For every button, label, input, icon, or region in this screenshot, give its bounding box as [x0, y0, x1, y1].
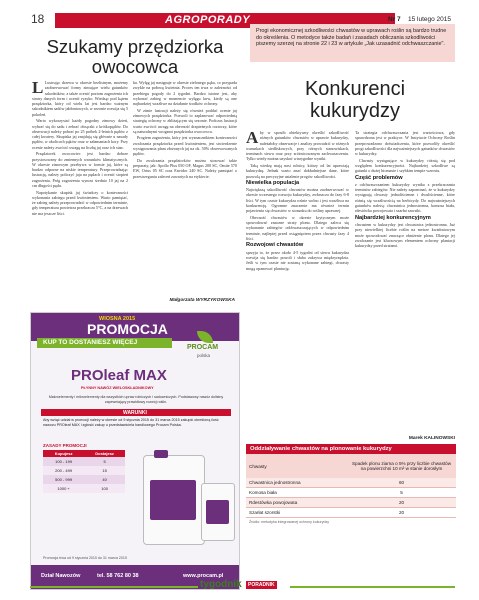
article1-para: Przędziorek owocowiec jest bardzo dobrze przystosowany do zmiennych warunków klimatycznych. W okresie zimowym przebywa w formie jaj, które są bardzo odporne na niskie temperatury. Przeprowadzając lustrację, należy policzyć jaja na pędach i ocenić stopień zagrożenia. Próg zagrożenia wynosi średnio 10 jaj na 2 cm długości pędu.: [32, 151, 128, 189]
canister-label: [150, 480, 196, 520]
article1-para: Warto wykorzystać każdy pogodny zimowy dzień, wybrać się do sadu i zebrać obrączki z krótkopędów. Do obserwacji należy pobrać po 25 próbek 2-letnich pędów z całej kwatery. Skupiska jaj znajdują się głównie u nasady pędów, w okolicach pąków oraz w załamaniach kory. Przy ocenie należy zwrócić uwagę na liczbę jaj oraz ich stan.: [32, 118, 128, 150]
article2-para: Ta strategia odchwaszczania jest wartościowa, gdy sprawdzona jest w praktyce. W Instytucie Ochrony Roślin przeprowadzono doświadczenia, które pozwoliły określić progi szkodliwości dla najważniejszych gatunków chwastów w kukurydzy.: [355, 130, 455, 157]
article1-para: L Lustrując drzewa w okresie bezlistnym, możemy zaobserwować formy zimujące wielu gatunków szkodników, a także ocenić poziom zagrożenia ich strony danych form i ocenić ryzyko. Wiedząc pod kątem przędziorka, który od wielu lat jest bardzo ważnym szkodnikiem sadów jabłoniowych, w sezonie rozwija się 5 pokoleń.: [32, 78, 128, 117]
promo-contact-office: Dział Nawozów: [41, 573, 81, 579]
promo-website[interactable]: www.procam.pl: [183, 573, 224, 579]
weed-table-header: [246, 454, 456, 478]
weed-table-header-cell: Spadek plonu ziarna o 5% przy liczbie chwastów na powierzchni 10 m² w stanie dorosłym: [351, 460, 452, 471]
article2-para: Obecność chwastów w okresie krytycznym może spowodować znaczne straty plonu. Dlatego zaleca się wykonanie zabiegów odchwaszczających w odpowiednim terminie, najlepiej przed osiągnięciem przez chwasty fazy 4 liści.: [246, 214, 349, 242]
weed-value: 20: [398, 510, 405, 515]
issue-number: Nr 7: [388, 16, 401, 23]
weed-table: [246, 454, 456, 518]
promo-subline: KUP TO DOSTANIESZ WIĘCEJ: [43, 339, 138, 346]
weed-name: Szarłat szorstki: [249, 510, 281, 515]
warunki-title: WARUNKI: [123, 409, 147, 416]
promo-season: WIOSNA 2015: [99, 316, 136, 322]
footer-rule: [30, 586, 198, 588]
promo-contact-phone: tel. 58 762 80 38: [97, 573, 139, 579]
article1-para: Progiem zagrożenia, który jest wyznacznikiem konieczności zwalczania przędziorka przed kwitnieniem, jest stwierdzenie występowania plam złożonych jaj na ok. 50% obserwowanych pędów.: [133, 135, 237, 157]
weed-table-row: [246, 498, 456, 508]
weed-table-header-cell: Chwasty: [249, 463, 267, 469]
promo-table-header-cell: Kupujesz: [43, 450, 84, 457]
canister-cap: [154, 450, 168, 458]
canister-label: [206, 500, 229, 524]
article1-para: W zimie lustracji należy się również poddać ocenie jaj zimowych przędziorka. Pozwoli to zaplanować odpowiednią strategię ochrony w zbliżającym się sezonie. Podczas lustracji warto zwrócić uwagę na obecność drapieżnych roztoczy, które są naturalnymi wrogami przędziorka owocowca.: [133, 107, 237, 134]
drop-cap: A: [246, 128, 259, 147]
page-footer: [0, 568, 479, 600]
article1-title: Szukamy przędziorka owocowca: [46, 36, 224, 77]
article2-para: Taką wiedzę mają nasi rolnicy, którzy od lat uprawiają kukurydzę. Jednak warto znać dokładniejsze dane, które pozwolą na precyzyjne ustalenie progów szkodliwości.: [246, 162, 349, 179]
promo-table-header-cell: Dostajesz: [84, 450, 125, 457]
article1-para: Do zwalczania przędziorków można stosować takie preparaty, jak: Apollo Plus 050 OF, Magus 200 SC, Omite 570 EW, Ortus 05 SC oraz Envidor 240 SC. Należy pamiętać o przestrzeganiu zaleceń zawartych na etykiecie.: [133, 157, 237, 179]
article2-para: sprzyja to, że przez około 4-5 tygodni od siewu kukurydza rozwija się bardzo powoli i słabo zakrywa międzyrzędzia. Jeśli w tym czasie nie zostaną wykonane zabiegi, chwasty mogą opanować plantację.: [246, 249, 349, 271]
product-description: Makroelementy i mikroelementy dla wszystkich upraw rolniczych i sadowniczych. Podstawowy nawóz dolistny zapewniający prawidłowy rozwój roślin.: [48, 395, 224, 404]
article2-para: Chwasty występujące w kukurydzy różnią się pod względem konkurencyjności. Najbardziej szkodliwe są gatunki o dużej biomasie i szybkim tempie wzrostu.: [355, 157, 455, 174]
weed-table-row: [246, 478, 456, 488]
footer-rule: [290, 586, 455, 588]
section-title: AGROPORADY: [165, 14, 251, 26]
article1-author: Małgorzata WYRZYKOWSKA: [169, 298, 235, 303]
article2-subhead: Najbardziej konkurencyjnym: [355, 214, 431, 221]
article2-para: z odchwaszczaniem kukurydzy wynika z przekraczania terminów zabiegów. Nie należy zapominać, że w kukurydzy występują chwasty jednoliścienne i dwuliścienne, które różnią się wrażliwością na herbicydy. Do najważniejszych gatunków należą: chwastnica jednostronna, komosa biała, rdestówka powojowata i szarłat szorstki.: [355, 181, 455, 214]
article1-para: Napotykanie skupisk jaj świadczy o konieczności wykonania zabiegu przed kwitnieniem. Warto pamiętać, że zabieg należy przeprowadzić w odpowiednim terminie, gdy temperatura powietrza przekracza 5°C, a na drzewach nie ma jeszcze liści.: [32, 189, 128, 216]
article1-para: ka. Wylęg jaj następuje w okresie zielonego pąka, co przypada zwykle na połowę kwietnia. Proces ten trwa w zależności od przebiegu pogody do 2 tygodni. Bardzo istotne jest, aby wykonać zabieg w momencie wylęgu larw, kiedy są one najbardziej wrażliwe na działanie środków ochrony.: [133, 80, 237, 107]
promo-table-title: ZASADY PROMOCJI: [43, 443, 87, 448]
drop-cap: L: [32, 78, 44, 97]
weed-name: Rdestówka powojowata: [249, 500, 298, 505]
footer-brand: tygodnik: [200, 579, 242, 590]
procam-brand: PROCAM: [187, 344, 219, 351]
weed-value: 60: [398, 480, 405, 485]
promo-table-header: [43, 450, 125, 457]
procam-leaf-icon: [197, 331, 213, 343]
footer-brand-badge: PORADNIK: [248, 582, 275, 588]
page-number: 18: [31, 12, 45, 26]
article1-col1: [32, 80, 128, 217]
weed-table-title: Oddziaływanie chwastów na plonowanie kukurydzy: [246, 444, 456, 454]
weed-name: Chwastnica jednostronna: [249, 480, 301, 485]
weed-value: 20: [398, 500, 405, 505]
weed-value: 5: [400, 490, 403, 495]
issue-date: 15 lutego 2015: [408, 16, 452, 23]
promo-table-row: 200 - 499 15: [43, 466, 125, 475]
product-tagline: PŁYNNY NAWÓZ WIELOSKŁADNIKOWY: [81, 386, 154, 390]
weed-name: Komosa biała: [249, 490, 277, 495]
procam-brand-sub: polska: [197, 353, 211, 358]
article2-col2: [355, 130, 455, 250]
intro-box: Progi ekonomicznej szkodliwości chwastów w uprawach roślin są bardzo trudne do określenia. O metodyce także badań i zasadach obliczania szkodliwości piszemy szerzej na stronie 22 i 23 w artykule „Jak uzasadnić odchwaszczanie".: [250, 24, 455, 62]
promo-headline: PROMOCJA: [87, 321, 168, 337]
article2-para: Aby w sposób obiektywny określić szkodliwość różnych gatunków chwastów w uprawie kukurydzy, należałoby obserwacje i analizy prowadzić w różnych warunkach siedliskowych, przy różnych stanowiskach, terminach siewu oraz przy zróżnicowanym zachwaszczeniu. Tylko wtedy można uzyskać wiarygodne wyniki.: [246, 128, 349, 162]
weed-table-box: [246, 444, 456, 554]
warunki-text: Aby wziąć udział w promocji należy w okresie od 9 stycznia 2015 do 31 marca 2015 zakupić określoną ilość nawozu PROleaf MAX i zgłosić zakup u przedstawiciela handlowego Procam Polska.: [43, 418, 219, 427]
article2-subhead: Część problemów: [355, 174, 403, 181]
promo-table-row: 1000 + 100: [43, 484, 125, 493]
product-canister-small: [201, 483, 235, 541]
procam-logo: [181, 331, 235, 367]
weed-table-source: Źródło: metodyka integrowanej ochrony kukurydzy: [249, 520, 330, 524]
product-canister-large: [143, 455, 205, 545]
article2-col1: [246, 130, 349, 272]
article2-title: Konkurenci kukurydzy: [304, 78, 406, 122]
article2-author: Marek KALINOWSKI: [408, 436, 455, 441]
promo-table-row: 100 - 199 5: [43, 457, 125, 466]
weed-table-row: [246, 508, 456, 518]
promo-table: [43, 450, 125, 493]
article2-subhead: Niewielka populacja: [246, 179, 300, 186]
product-name: PROleaf MAX: [71, 367, 167, 384]
article2-subhead: Rozwojowi chwastów: [246, 242, 304, 249]
promo-ad: [30, 312, 240, 590]
promo-footer-note: Promocja trwa od 9 stycznia 2015 do 31 marca 2015: [43, 556, 127, 560]
weed-table-row: [246, 488, 456, 498]
promo-table-row: 500 - 999 40: [43, 475, 125, 484]
article1-col2: [133, 80, 237, 180]
article2-para: chwastem w kukurydzy jest chwastnica jednostronna. Już przy niewielkiej liczbie roślin na metrze kwadratowym może spowodować znaczące obniżenie plonu. Dlatego jej zwalczanie jest kluczowym elementem ochrony plantacji kukurydzy przed stratami.: [355, 221, 455, 249]
article2-para: Największą szkodliwość chwastów można zaobserwować w okresie wczesnego rozwoju kukurydzy, zwłaszcza do fazy 6-8 liści. W tym czasie kukurydza rośnie wolno i jest wrażliwa na konkurencję. Ogromne znaczenie ma również termin pojawienia się chwastów w stosunku do rośliny uprawnej.: [246, 187, 349, 214]
